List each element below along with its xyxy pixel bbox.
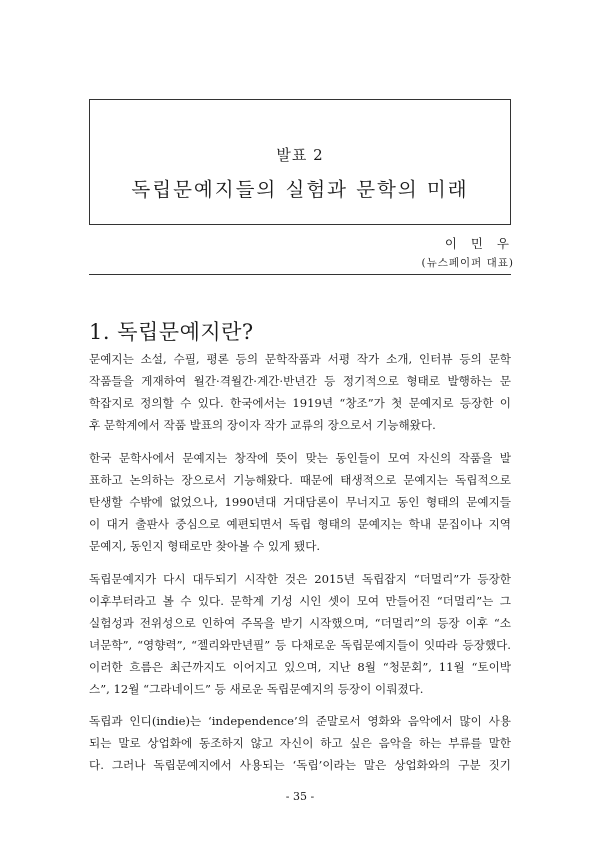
title-box (89, 99, 511, 225)
section-heading: 1. 독립문예지란? (89, 320, 254, 344)
paragraph-line: 이후부터라고 볼 수 있다. 문학계 기성 시인 셋이 모여 만들어진 “더멀리”는 그 (89, 594, 511, 608)
paragraph-2 (89, 447, 511, 557)
page-number: - 35 - (285, 790, 315, 803)
paragraph-line: 독립문예지가 다시 대두되기 시작한 것은 2015년 독립잡지 “더멀리”가 등장한 (89, 572, 511, 586)
paragraph-line: 이 대거 출판사 중심으로 예편되면서 독립 형태의 문예지는 학내 문집이나 지역 (89, 517, 511, 531)
paragraph-line: 학잡지로 정의할 수 있다. 한국에서는 1919년 “창조”가 첫 문예지로 등장한 이 (89, 396, 511, 410)
paragraph-1 (89, 348, 511, 436)
paragraph-line: 표하고 논의하는 장으로서 기능해왔다. 때문에 태생적으로 문예지는 독립적으로 (89, 473, 511, 487)
paragraph-line: 실험성과 전위성으로 인하여 주목을 받기 시작했으며, “더멀리”의 등장 이후 “소 (89, 616, 511, 630)
paragraph-line: 녀문학”, “영향력”, “젤리와만년필” 등 다채로운 독립문예지들이 잇따라 등장했다. (89, 638, 511, 652)
paragraph-line: 문예지, 동인지 형태로만 찾아볼 수 있게 됐다. (89, 539, 321, 553)
paragraph-line: 되는 말로 상업화에 동조하지 않고 자신이 하고 싶은 음악을 하는 부류를 말한 (89, 736, 511, 750)
page-title: 독립문예지들의 실험과 문학의 미래 (131, 178, 469, 201)
paragraph-line: 다. 그러나 독립문예지에서 사용되는 ‘독립’이라는 말은 상업화와의 구분 짓기 (89, 758, 511, 772)
presentation-label: 발표 2 (276, 146, 324, 164)
paragraph-line: 한국 문학사에서 문예지는 창작에 뜻이 맞는 동인들이 모여 자신의 작품을 발 (89, 451, 511, 465)
author-affiliation: (뉴스페이퍼 대표) (421, 257, 514, 269)
paragraph-line: 스”, 12월 “그라네이드” 등 새로운 독립문예지의 등장이 이뤄졌다. (89, 682, 424, 696)
paragraph-4 (89, 710, 511, 776)
paragraph-line: 작품들을 게재하여 월간·격월간·계간·반년간 등 정기적으로 형태로 발행하는 문 (89, 374, 511, 388)
paragraph-line: 탄생할 수밖에 없었으나, 1990년대 거대담론이 무너지고 동인 형태의 문예지들 (89, 495, 511, 509)
paragraph-line: 문예지는 소설, 수필, 평론 등의 문학작품과 서평 작가 소개, 인터뷰 등의 문학 (89, 352, 511, 366)
paragraph-line: 독립과 인디(indie)는 ‘independence’의 준말로서 영화와 음악에서 많이 사용 (89, 714, 511, 728)
author-name: 이 민 우 (444, 236, 514, 251)
paragraph-line: 후 문학계에서 작품 발표의 장이자 작가 교류의 장으로서 기능해왔다. (89, 418, 436, 432)
paragraph-line: 이러한 흐름은 최근까지도 이어지고 있으며, 지난 8월 “청문회”, 11월 “토이박 (89, 660, 511, 674)
paragraph-3 (89, 568, 511, 700)
divider (89, 274, 511, 275)
